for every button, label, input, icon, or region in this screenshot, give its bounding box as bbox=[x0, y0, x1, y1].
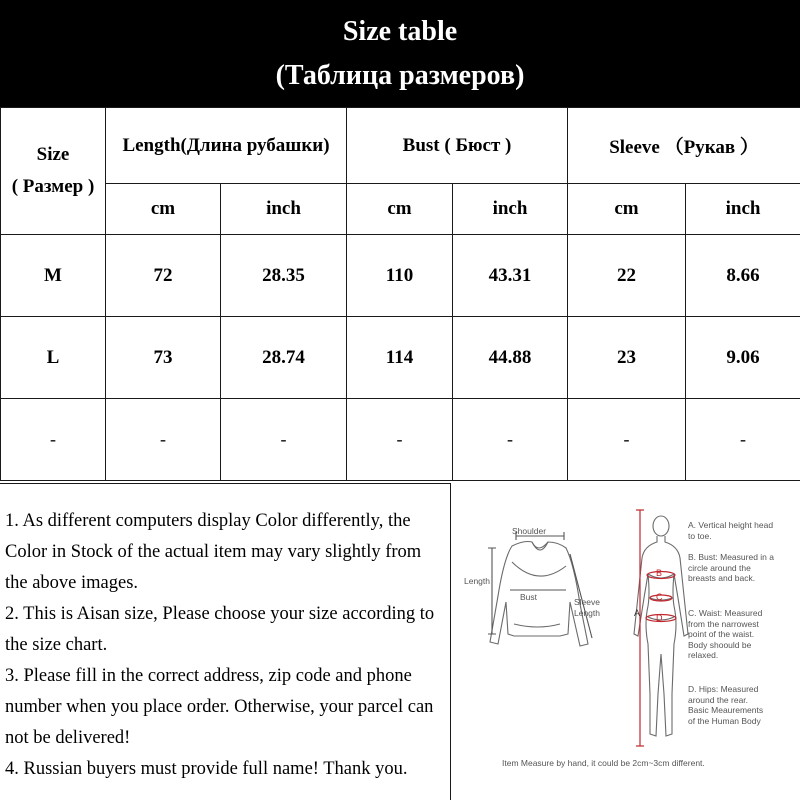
value-cell: - bbox=[221, 399, 347, 481]
value-cell: - bbox=[686, 399, 800, 481]
sleeve-group-header: Sleeve （Рукав ） bbox=[568, 108, 800, 184]
value-cell: 28.35 bbox=[221, 235, 347, 317]
bust-label: Bust bbox=[520, 592, 538, 602]
figure-marker-d: D bbox=[656, 613, 663, 623]
shirt-outline bbox=[490, 542, 588, 647]
value-cell: - bbox=[568, 399, 686, 481]
value-cell: 44.88 bbox=[453, 317, 568, 399]
shirt-hem bbox=[514, 624, 560, 627]
sleeve-measure bbox=[570, 554, 592, 638]
value-cell: - bbox=[347, 399, 453, 481]
note-item: 4. Russian buyers must provide full name! Thank you. bbox=[5, 759, 408, 779]
figure-marker-c: C bbox=[656, 592, 663, 602]
bust-group-header: Bust ( Бюст ) bbox=[347, 108, 568, 184]
value-cell: - bbox=[453, 399, 568, 481]
group-header-row bbox=[1, 108, 800, 184]
table-row bbox=[1, 399, 800, 481]
figure-head bbox=[653, 516, 669, 536]
value-cell: 73 bbox=[106, 317, 221, 399]
shirt-drape bbox=[512, 562, 566, 576]
unit-header-row bbox=[1, 184, 800, 235]
unit-cell: cm bbox=[106, 184, 221, 235]
size-header-label: Size bbox=[36, 144, 70, 165]
legend-d: D. Hips: Measured around the rear. Basic Meaurements of the Human Body bbox=[688, 684, 764, 726]
value-cell: 72 bbox=[106, 235, 221, 317]
figure-marker-a: A bbox=[634, 608, 641, 618]
legend-c: C. Waist: Measured from the narrowest point of the waist. Body shoould be relaxed. bbox=[688, 608, 763, 660]
table-row bbox=[1, 235, 800, 317]
measurement-diagram bbox=[452, 484, 800, 800]
value-cell: 43.31 bbox=[453, 235, 568, 317]
note-item: 2. This is Aisan size, Please choose your size according to the size chart. bbox=[5, 604, 435, 655]
shoulder-label: Shoulder bbox=[512, 526, 547, 536]
table-header bbox=[0, 0, 800, 107]
unit-cell: inch bbox=[453, 184, 568, 235]
value-cell: 110 bbox=[347, 235, 453, 317]
value-cell: 22 bbox=[568, 235, 686, 317]
legend-a: A. Vertical height head to toe. bbox=[688, 520, 774, 541]
note-item: 1. As different computers display Color differently, the Color in Stock of the actual item may vary slightly from the above images. bbox=[5, 511, 422, 593]
shirt-collar bbox=[532, 542, 548, 550]
diagram-footnote: Item Measure by hand, it could be 2cm~3cm different. bbox=[502, 758, 705, 768]
value-cell: 8.66 bbox=[686, 235, 800, 317]
length-measure bbox=[488, 548, 496, 634]
notes-panel bbox=[0, 483, 451, 800]
figure-marker-b: B bbox=[656, 568, 663, 578]
unit-cell: cm bbox=[568, 184, 686, 235]
size-table bbox=[0, 107, 800, 481]
value-cell: 114 bbox=[347, 317, 453, 399]
length-label: Length bbox=[464, 576, 490, 586]
figure-body bbox=[634, 536, 688, 736]
unit-cell: inch bbox=[686, 184, 800, 235]
size-header-label-ru: ( Размер ) bbox=[11, 176, 95, 197]
sleeve-length-label: Sleeve Length bbox=[574, 597, 600, 618]
table-row bbox=[1, 317, 800, 399]
value-cell: 28.74 bbox=[221, 317, 347, 399]
value-cell: - bbox=[106, 399, 221, 481]
value-cell: 23 bbox=[568, 317, 686, 399]
size-cell: L bbox=[1, 317, 106, 399]
note-item: 3. Please fill in the correct address, zip code and phone number when you place order. Otherwise, your parcel can not be delivered! bbox=[5, 666, 434, 748]
unit-cell: cm bbox=[347, 184, 453, 235]
unit-cell: inch bbox=[221, 184, 347, 235]
length-group-header: Length(Длина рубашки) bbox=[106, 108, 347, 184]
size-header-cell bbox=[1, 108, 106, 235]
size-cell: M bbox=[1, 235, 106, 317]
table-title: Size table bbox=[342, 16, 458, 47]
legend-b: B. Bust: Measured in a circle around the breasts and back. bbox=[688, 552, 774, 583]
value-cell: 9.06 bbox=[686, 317, 800, 399]
table-subtitle: (Таблица размеров) bbox=[275, 60, 525, 91]
size-cell: - bbox=[1, 399, 106, 481]
